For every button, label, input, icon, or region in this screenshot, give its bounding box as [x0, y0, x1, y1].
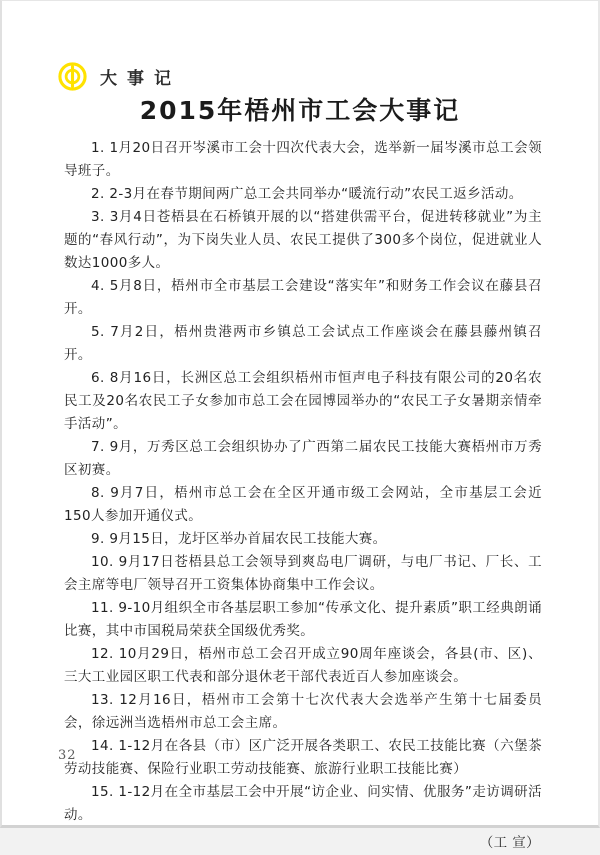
event-item-6: 6. 8月16日，长洲区总工会组织梧州市恒声电子科技有限公司的20名农民工及20名农民工子女参加市总工会在园博园举办的“农民工子女暑期亲情牵手活动”。 — [64, 370, 542, 432]
trade-union-logo-icon — [57, 61, 88, 92]
event-item-1: 1. 1月20日召开岑溪市工会十四次代表大会，选举新一届岑溪市总工会领导班子。 — [64, 140, 542, 179]
event-item-5: 5. 7月2日，梧州贵港两市乡镇总工会试点工作座谈会在藤县藤州镇召开。 — [64, 324, 542, 363]
event-item-14: 14. 1-12月在各县（市）区广泛开展各类职工、农民工技能比赛（六堡茶劳动技能赛、保险行业职工劳动技能赛、旅游行业职工技能比赛） — [64, 738, 542, 777]
event-item-12: 12. 10月29日，梧州市总工会召开成立90周年座谈会，各县(市、区)、三大工业园区职工代表和部分退休老干部代表近百人参加座谈会。 — [64, 646, 542, 685]
event-item-10: 10. 9月17日苍梧县总工会领导到爽岛电厂调研，与电厂书记、厂长、工会主席等电厂领导召开工资集体协商集中工作会议。 — [64, 554, 542, 593]
attribution: （工 宣） — [479, 835, 540, 851]
section-label: 大事记 — [100, 69, 181, 89]
event-item-11: 11. 9-10月组织全市各基层职工参加“传承文化、提升素质”职工经典朗诵比赛，其中市国税局荣获全国级优秀奖。 — [64, 600, 542, 639]
event-item-2: 2. 2-3月在春节期间两广总工会共同举办“暖流行动”农民工返乡活动。 — [91, 186, 523, 202]
event-item-4: 4. 5月8日，梧州市全市基层工会建设“落实年”和财务工作会议在藤县召开。 — [64, 278, 542, 317]
event-item-3: 3. 3月4日苍梧县在石桥镇开展的以“搭建供需平台，促进转移就业”为主题的“春风行动”，为下岗失业人员、农民工提供了300多个岗位，促进就业人数达1000多人。 — [64, 209, 542, 271]
event-item-7: 7. 9月，万秀区总工会组织协办了广西第二届农民工技能大赛梧州市万秀区初赛。 — [64, 439, 542, 478]
event-item-13: 13. 12月16日，梧州市工会第十七次代表大会选举产生第十七届委员会，徐远洲当选梧州市总工会主席。 — [64, 692, 542, 731]
page-number: 32 — [58, 748, 77, 763]
event-item-8: 8. 9月7日，梧州市总工会在全区开通市级工会网站，全市基层工会近150人参加开通仪式。 — [64, 485, 542, 524]
page-title: 2015年梧州市工会大事记 — [139, 96, 461, 125]
event-item-9: 9. 9月15日，龙圩区举办首届农民工技能大赛。 — [91, 531, 387, 547]
events-list — [64, 137, 542, 855]
event-item-15: 15. 1-12月在全市基层工会中开展“访企业、问实情、优服务”走访调研活动。 — [64, 784, 542, 823]
page-header — [57, 61, 181, 92]
